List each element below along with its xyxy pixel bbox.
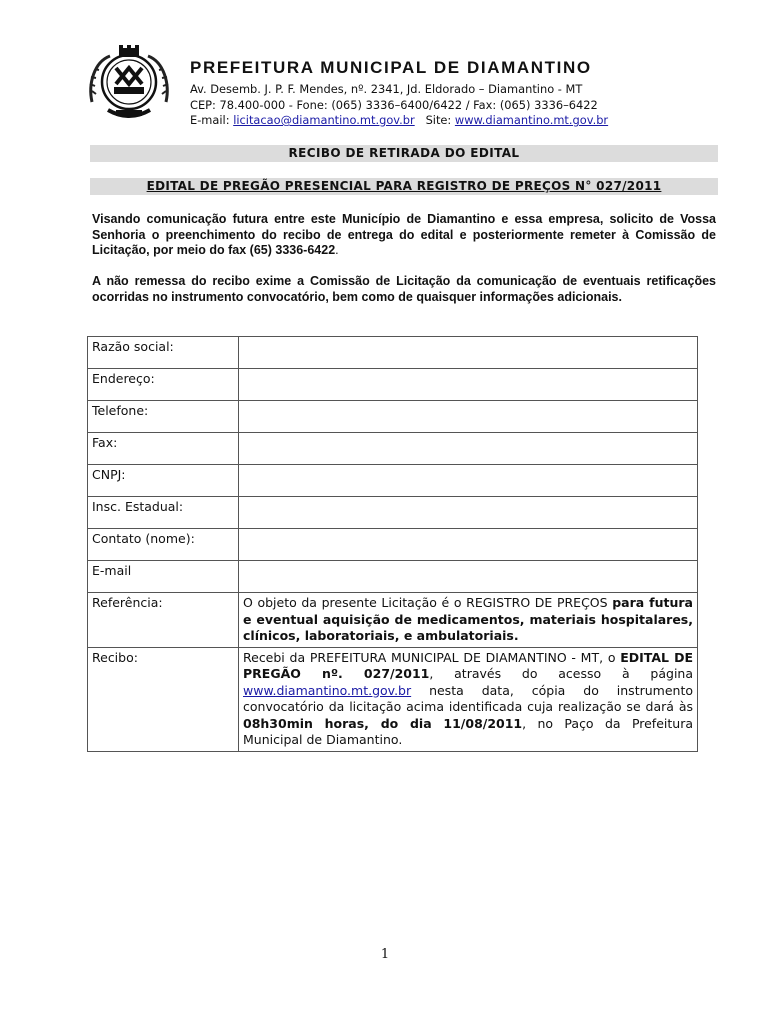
municipality-title: PREFEITURA MUNICIPAL DE DIAMANTINO [190, 58, 592, 77]
receipt-text [239, 647, 698, 751]
receipt-row [88, 647, 698, 751]
section-title: RECIBO DE RETIRADA DO EDITAL [90, 145, 718, 162]
contact-name-field[interactable] [239, 529, 698, 561]
municipal-seal-icon [86, 44, 172, 124]
telephone-field[interactable] [239, 401, 698, 433]
intro-text: Visando comunicação futura entre este Município de Diamantino e essa empresa, solicito de Vossa Senhoria o preenchimento do recibo de entrega do edital e posteriormente remeter à Comissão de Licitação, por meio do fax (65) 3336-6422 [92, 212, 716, 257]
form-row [88, 529, 698, 561]
address-line: Av. Desemb. J. P. F. Mendes, nº. 2341, Jd. Eldorado – Diamantino - MT [190, 82, 583, 96]
reference-label: Referência: [88, 593, 239, 648]
company-name-label: Razão social: [88, 337, 239, 369]
receipt-part-1: Recebi da PREFEITURA MUNICIPAL DE DIAMANTINO - MT, o [243, 649, 621, 665]
intro-paragraph [92, 212, 716, 259]
page-number: 1 [380, 947, 390, 962]
address-label: Endereço: [88, 369, 239, 401]
form-row [88, 433, 698, 465]
fax-label: Fax: [88, 433, 239, 465]
email-link[interactable]: licitacao@diamantino.mt.gov.br [233, 113, 415, 127]
site-link[interactable]: www.diamantino.mt.gov.br [454, 113, 609, 127]
receipt-label: Recibo: [88, 647, 239, 751]
state-registration-field[interactable] [239, 497, 698, 529]
reference-bold: para futura e eventual aquisição de medicamentos, materiais hospitalares, clínicos, laboratoriais, e ambulatoriais. [243, 595, 693, 643]
fax-field[interactable] [239, 433, 698, 465]
form-row [88, 337, 698, 369]
intro-tail: . [335, 243, 339, 257]
receipt-datetime: 08h30min horas, do dia 11/08/2011 [243, 715, 523, 731]
site-label: Site: [425, 113, 452, 127]
receipt-edital: EDITAL DE PREGÃO nº. 027/2011 [243, 649, 693, 681]
form-row [88, 369, 698, 401]
receipt-site-link[interactable]: www.diamantino.mt.gov.br [243, 682, 412, 698]
receipt-part-4: nesta data, cópia do instrumento convocatório da licitação acima identificada cuja realização se dará às [243, 682, 693, 714]
state-registration-label: Insc. Estadual: [88, 497, 239, 529]
receipt-part-3: , através do acesso à página [429, 666, 693, 681]
reference-row [88, 593, 698, 648]
company-name-field[interactable] [239, 337, 698, 369]
receipt-part-6: , no Paço da Prefeitura Municipal de Diamantino. [243, 715, 693, 747]
telephone-label: Telefone: [88, 401, 239, 433]
cnpj-label: CNPJ: [88, 465, 239, 497]
reference-normal: O objeto da presente Licitação é o REGISTRO DE PREÇOS [243, 595, 613, 610]
email-field[interactable] [239, 561, 698, 593]
edital-title: EDITAL DE PREGÃO PRESENCIAL PARA REGISTRO DE PREÇOS N° 027/2011 [90, 178, 718, 195]
form-row [88, 465, 698, 497]
receipt-form [87, 336, 698, 752]
letterhead [190, 58, 690, 129]
form-row [88, 497, 698, 529]
email-label: E-mail: [190, 113, 230, 127]
notice-paragraph: A não remessa do recibo exime a Comissão de Licitação da comunicação de eventuais retificações ocorridas no instrumento convocatório, bem como de quaisquer informações adicionais. [92, 274, 716, 304]
form-row [88, 561, 698, 593]
email-field-label: E-mail [88, 561, 239, 593]
phone-line: CEP: 78.400-000 - Fone: (065) 3336–6400/6422 / Fax: (065) 3336–6422 [190, 97, 598, 112]
contact-line [190, 113, 690, 129]
contact-name-label: Contato (nome): [88, 529, 239, 561]
address-field[interactable] [239, 369, 698, 401]
cnpj-field[interactable] [239, 465, 698, 497]
form-row [88, 401, 698, 433]
reference-text [239, 593, 698, 648]
